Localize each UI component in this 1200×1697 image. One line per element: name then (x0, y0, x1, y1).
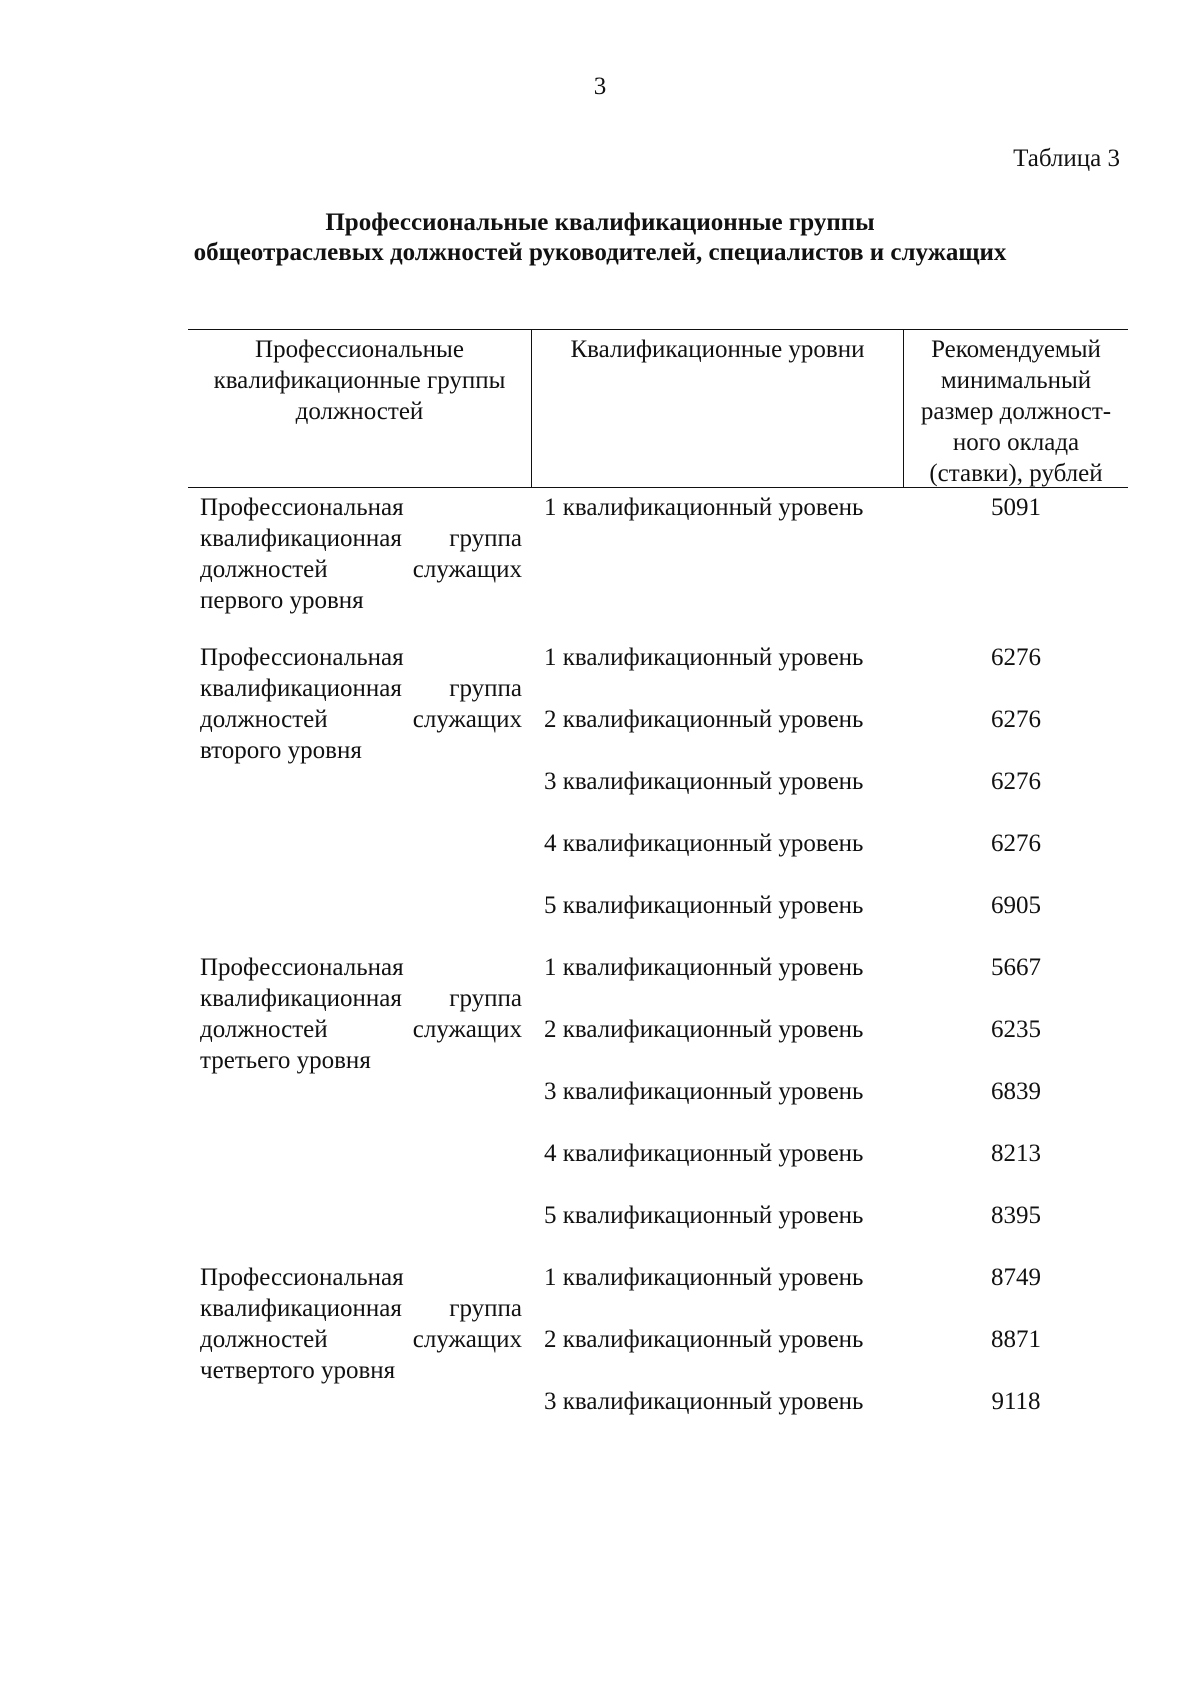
group-name: Профессиональная квалификационная группа должностей служащих четвертого уровня (200, 1264, 522, 1384)
group-levels (532, 638, 1128, 948)
group-row (188, 1258, 1128, 1444)
header-salary-line: минимальный (940, 367, 1092, 394)
salary-value: 6905 (991, 892, 1041, 919)
level-name: 1 квалификационный уровень (544, 1264, 864, 1291)
salary-value: 9118 (991, 1388, 1041, 1415)
header-salary (904, 330, 1128, 487)
salary-value: 8213 (991, 1140, 1041, 1167)
level-row (532, 1196, 1128, 1258)
salary-value: 8749 (991, 1264, 1041, 1291)
salary-value: 6276 (991, 706, 1041, 733)
header-groups-line: квалификационные группы (213, 367, 506, 394)
level-row (532, 1382, 1128, 1444)
level-name: 3 квалификационный уровень (544, 1078, 864, 1105)
table-label: Таблица 3 (1013, 145, 1120, 172)
group-row (188, 638, 1128, 948)
salary-value: 6276 (991, 830, 1041, 857)
table-body (188, 488, 1128, 1444)
level-name: 3 квалификационный уровень (544, 768, 864, 795)
level-name: 1 квалификационный уровень (544, 644, 864, 671)
group-row (188, 948, 1128, 1258)
level-row (532, 1258, 1128, 1320)
group-name: Профессиональная квалификационная группа должностей служащих второго уровня (200, 644, 522, 764)
level-row (532, 700, 1128, 762)
level-row (532, 824, 1128, 886)
salary-value: 8871 (991, 1326, 1041, 1353)
salary-value: 6276 (991, 768, 1041, 795)
level-row (532, 886, 1128, 948)
salary-value: 6235 (991, 1016, 1041, 1043)
level-name: 1 квалификационный уровень (544, 954, 864, 981)
title-line-2: общеотраслевых должностей руководителей, специалистов и служащих (193, 239, 1007, 266)
level-name: 2 квалификационный уровень (544, 706, 864, 733)
group-row (188, 488, 1128, 638)
group-levels (532, 1258, 1128, 1444)
header-salary-line: ного оклада (952, 429, 1080, 456)
level-name: 5 квалификационный уровень (544, 1202, 864, 1229)
header-levels-line: Квалификационные уровни (570, 336, 865, 363)
group-levels (532, 488, 1128, 638)
qualification-table (188, 329, 1128, 1444)
level-row (532, 1072, 1128, 1134)
salary-value: 5667 (991, 954, 1041, 981)
header-groups (188, 330, 532, 487)
level-name: 2 квалификационный уровень (544, 1326, 864, 1353)
level-name: 3 квалификационный уровень (544, 1388, 864, 1415)
level-row (532, 1134, 1128, 1196)
level-row (532, 488, 1128, 550)
level-name: 4 квалификационный уровень (544, 1140, 864, 1167)
level-row (532, 1010, 1128, 1072)
group-name: Профессиональная квалификационная группа должностей служащих первого уровня (200, 494, 522, 614)
level-name: 5 квалификационный уровень (544, 892, 864, 919)
level-row (532, 638, 1128, 700)
salary-value: 5091 (991, 494, 1041, 521)
document-title (0, 208, 1200, 268)
group-levels (532, 948, 1128, 1258)
group-name: Профессиональная квалификационная группа должностей служащих третьего уровня (200, 954, 522, 1074)
level-row (532, 1320, 1128, 1382)
header-salary-line: Рекомендуемый (931, 336, 1101, 363)
salary-value: 8395 (991, 1202, 1041, 1229)
level-name: 2 квалификационный уровень (544, 1016, 864, 1043)
salary-value: 6276 (991, 644, 1041, 671)
header-levels (532, 330, 904, 487)
header-groups-line: Профессиональные (255, 336, 464, 363)
level-row (532, 948, 1128, 1010)
salary-value: 6839 (991, 1078, 1041, 1105)
level-name: 1 квалификационный уровень (544, 494, 864, 521)
level-name: 4 квалификационный уровень (544, 830, 864, 857)
table-header (188, 329, 1128, 488)
title-line-1: Профессиональные квалификационные группы (325, 209, 875, 236)
header-salary-line: размер должност- (920, 398, 1112, 425)
level-row (532, 762, 1128, 824)
header-groups-line: должностей (295, 398, 424, 425)
header-salary-line: (ставки), рублей (929, 460, 1103, 487)
page-number: 3 (593, 73, 607, 100)
